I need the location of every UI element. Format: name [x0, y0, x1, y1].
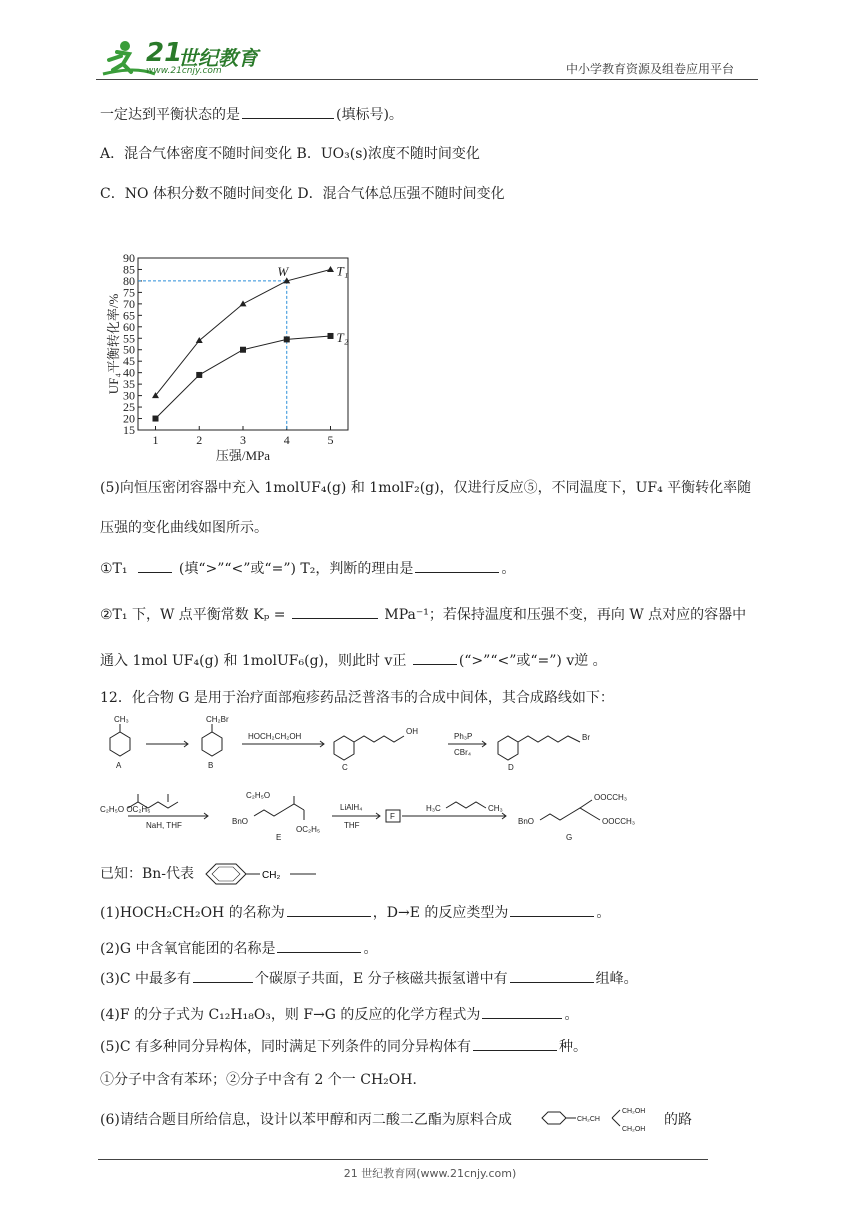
reagent-cbr4: CBr₄: [454, 748, 472, 757]
q5-part1: [100, 558, 515, 579]
anhydride-right: CH₃: [488, 804, 503, 813]
logo-title: 世纪教育: [178, 46, 258, 70]
label-c: C: [342, 763, 348, 772]
y-tick-label: 25: [123, 400, 135, 415]
text: (3)C 中最多有: [100, 971, 191, 987]
series-line-1: [156, 269, 331, 395]
x-tick-label: 3: [240, 433, 246, 447]
label-f: F: [390, 812, 395, 821]
answer-blank[interactable]: [415, 558, 499, 573]
text: (5)C 有多种同分异构体，同时满足下列条件的同分异构体有: [100, 1039, 471, 1055]
q2: [100, 938, 377, 959]
y-tick-label: 30: [123, 388, 135, 403]
text: 组峰。: [595, 971, 638, 987]
reagent-nah: NaH, THF: [146, 821, 182, 830]
target-structure: [540, 1104, 664, 1136]
answer-blank[interactable]: [413, 650, 457, 665]
data-point-triangle: [327, 266, 334, 272]
data-point-square: [284, 336, 290, 342]
y-tick-label: 40: [123, 365, 135, 380]
label-g: G: [566, 833, 573, 842]
x-tick-label: 5: [327, 433, 334, 447]
ch3-a: CH₃: [114, 715, 129, 724]
q5: [100, 1036, 587, 1057]
benzene-ring-d: [498, 736, 518, 760]
text: 。: [596, 905, 611, 921]
text: (填标号)。: [336, 107, 403, 123]
text: (4)F 的分子式为 C₁₂H₁₈O₃，则 F→G 的反应的化学方程式为: [100, 1007, 481, 1023]
q12-title: 12．化合物 G 是用于治疗面部疱疹药品泛普洛韦的合成中间体，其合成路线如下：: [100, 690, 614, 706]
logo-number: 21: [146, 38, 183, 68]
q5-conditions: ①分子中含有苯环；②分子中含有 2 个一 CH₂OH．: [100, 1072, 427, 1088]
benzene-ring-c: [334, 736, 354, 760]
reagent-thf: THF: [344, 821, 360, 830]
x-axis-label: 压强/MPa: [215, 448, 271, 463]
y-tick-label: 85: [123, 262, 135, 277]
answer-blank[interactable]: [138, 558, 172, 573]
y-tick-label: 80: [123, 273, 135, 288]
q5-line2: 压强的变化曲线如图所示。: [100, 520, 268, 536]
answer-blank[interactable]: [242, 104, 334, 119]
label-a: A: [116, 761, 122, 770]
bno-e: BnO: [232, 817, 249, 826]
series-label: T₂: [336, 329, 349, 345]
y-tick-label: 60: [123, 319, 135, 334]
label-e: E: [276, 833, 282, 842]
br-d: Br: [582, 733, 590, 742]
q6: [100, 1110, 512, 1130]
question-line: [100, 104, 403, 125]
data-point-triangle: [240, 300, 247, 306]
header-rule: [96, 79, 758, 80]
e-bot: OC₂H₅: [296, 825, 321, 834]
y-tick-label: 55: [123, 331, 135, 346]
x-tick-label: 4: [283, 433, 290, 447]
g-bot: OOCCH₃: [602, 817, 636, 826]
data-point-square: [153, 416, 159, 422]
text: 。: [363, 941, 378, 957]
e-top: C₂H₅O: [246, 791, 271, 800]
y-tick-label: 15: [123, 423, 135, 437]
malonate: C₂H₅O OC₂H₅: [100, 805, 151, 814]
q1: [100, 902, 610, 923]
label-d: D: [508, 763, 514, 772]
benzene-ring-b: [202, 732, 222, 756]
text: (6)请结合题目所给信息，设计以苯甲醇和丙二酸二乙酯为原料合成: [100, 1112, 512, 1128]
answer-blank[interactable]: [277, 938, 361, 953]
answer-blank[interactable]: [473, 1036, 557, 1051]
q5-line1: (5)向恒压密闭容器中充入 1molUF₄(g) 和 1molF₂(g)，仅进行反应⑤，不同温度下，UF₄ 平衡转化率随: [100, 480, 752, 496]
conversion-chart: [108, 248, 378, 468]
text: (1)HOCH₂CH₂OH 的名称为: [100, 905, 285, 921]
text: 个碳原子共面，E 分子核磁共振氢谱中有: [255, 971, 508, 987]
answer-blank[interactable]: [482, 1004, 562, 1019]
y-tick-label: 75: [123, 285, 135, 300]
option-ab: A．混合气体密度不随时间变化 B．UO₃(s)浓度不随时间变化: [100, 146, 480, 162]
answer-blank[interactable]: [510, 968, 594, 983]
site-name: 中小学教育资源及组卷应用平台: [566, 62, 735, 76]
footer-rule: [98, 1159, 708, 1160]
text: 通入 1mol UF₄(g) 和 1molUF₆(g)，则此时 v正: [100, 653, 407, 669]
oh-c: OH: [406, 727, 418, 736]
text: (填“>”“<”或“=”) T₂，判断的理由是: [178, 561, 414, 577]
target-ch2ch: CH₂CH: [577, 1116, 600, 1123]
text: 。: [564, 1007, 579, 1023]
x-tick-label: 2: [196, 433, 203, 447]
g-top: OOCCH₃: [594, 793, 628, 802]
reagent-lialh4: LiAlH₄: [340, 803, 363, 812]
reagent-ph3p: Ph₃P: [454, 732, 473, 741]
x-tick-label: 1: [152, 433, 159, 447]
benzene-ring-a: [110, 732, 130, 756]
bn-definition: [100, 864, 194, 884]
y-axis-label: UF₄平衡转化率/%: [106, 293, 121, 395]
anhydride-left: H₃C: [426, 804, 441, 813]
bn-structure: [202, 858, 322, 890]
text: 种。: [559, 1039, 587, 1055]
text: ②T₁ 下，W 点平衡常数 Kₚ =: [100, 607, 286, 623]
text: MPa⁻¹；若保持温度和压强不变，再向 W 点对应的容器中: [384, 607, 747, 623]
y-tick-label: 50: [123, 342, 135, 357]
text: 。: [501, 561, 516, 577]
text: ，D→E 的反应类型为: [372, 905, 509, 921]
footer: 21 世纪教育网(www.21cnjy.com): [343, 1167, 517, 1180]
y-tick-label: 20: [123, 411, 135, 426]
q5-part2-cont: [100, 650, 607, 671]
bn-ch2: CH₂: [262, 870, 281, 881]
text: ①T₁: [100, 561, 128, 577]
target-oh2: CH₂OH: [622, 1126, 646, 1133]
text: (“>”“<”或“=”) v逆 。: [458, 653, 607, 669]
bno-g: BnO: [518, 817, 535, 826]
synthesis-scheme: [96, 712, 656, 844]
data-point-square: [328, 333, 334, 339]
text: (2)G 中含氧官能团的名称是: [100, 941, 276, 957]
reagent-glycol: HOCH₂CH₂OH: [248, 732, 302, 741]
option-cd: C．NO 体积分数不随时间变化 D．混合气体总压强不随时间变化: [100, 186, 505, 202]
y-tick-label: 65: [123, 308, 135, 323]
answer-blank[interactable]: [510, 902, 594, 917]
answer-blank[interactable]: [193, 968, 253, 983]
annotation-label: W: [277, 263, 289, 279]
text: 已知：Bn-代表: [100, 866, 195, 882]
answer-blank[interactable]: [292, 604, 378, 619]
q6-cont: 的路: [664, 1112, 692, 1128]
y-tick-label: 45: [123, 354, 135, 369]
logo-url: www.21cnjy.com: [146, 66, 222, 76]
series-label: T₁: [336, 263, 349, 279]
target-oh1: CH₂OH: [622, 1108, 646, 1115]
data-point-square: [240, 347, 246, 353]
answer-blank[interactable]: [287, 902, 371, 917]
q3: [100, 968, 638, 989]
text: 一定达到平衡状态的是: [100, 107, 240, 123]
data-point-square: [196, 372, 202, 378]
q5-part2: [100, 604, 746, 625]
y-tick-label: 90: [123, 251, 135, 265]
y-tick-label: 70: [123, 296, 135, 311]
ch2br-b: CH₂Br: [206, 715, 229, 724]
q4: [100, 1004, 578, 1025]
label-b: B: [208, 761, 214, 770]
y-tick-label: 35: [123, 377, 135, 392]
